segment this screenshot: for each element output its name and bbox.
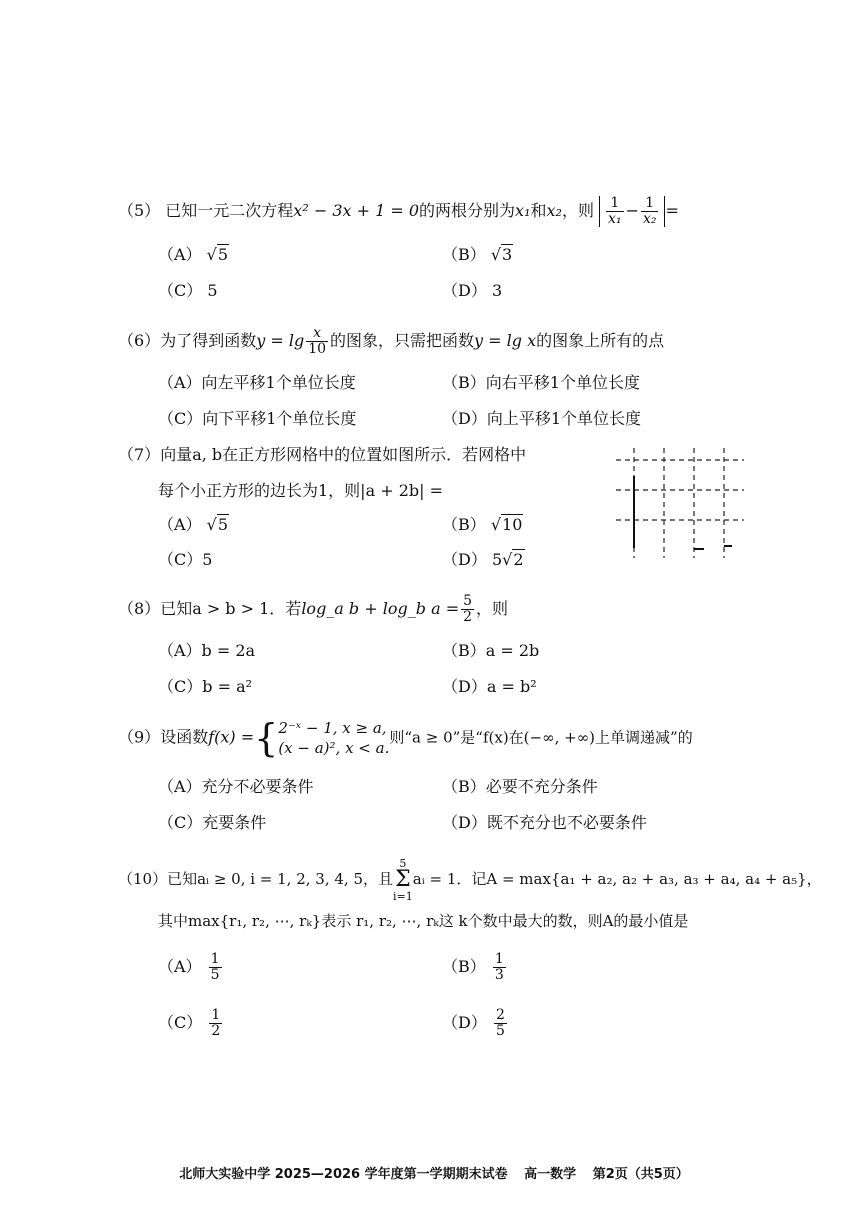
- q10-option-c: （C） $\frac{1}{2}$: [158, 1007, 221, 1039]
- q8-expression: log_a b + log_b a =: [301, 599, 460, 618]
- q10-text1: 已知aᵢ ≥ 0, i = 1, 2, 3, 4, 5，且: [167, 870, 394, 888]
- q6-option-a: （A）向左平移1个单位长度: [158, 373, 356, 392]
- q8-text2: ，则: [476, 599, 509, 618]
- q7-grid-figure: [612, 446, 748, 566]
- q9-brace: {: [254, 716, 279, 760]
- q6-text2: 的图象，只需把函数: [330, 331, 475, 350]
- q10-summation: 5 Σ i=1: [393, 857, 413, 903]
- q6-option-d: （D）向上平移1个单位长度: [442, 409, 642, 428]
- q8-option-a: （A）b = 2a: [158, 641, 256, 660]
- question-10: [118, 858, 822, 902]
- question-7: [118, 444, 526, 466]
- q10-option-a: （A） $\frac{1}{5}$: [158, 951, 220, 983]
- q9-number: （9）: [118, 727, 161, 747]
- q5-x1: x₁: [515, 201, 531, 220]
- question-9: [118, 718, 693, 758]
- q6-function-2: y = lg x: [474, 331, 537, 350]
- q7-option-d: （D） 5√2: [442, 550, 524, 569]
- q7-option-c: （C）5: [158, 550, 213, 569]
- q6-fraction: $\frac{x}{10}$: [308, 325, 327, 357]
- q8-option-d: （D）a = b²: [442, 677, 537, 696]
- q8-text1: 已知a > b > 1．若: [160, 599, 302, 618]
- q6-function-1: y = lg: [256, 331, 305, 350]
- q7-option-a: （A） √5: [158, 515, 229, 534]
- question-8: [118, 594, 508, 625]
- q6-number: （6）: [118, 331, 161, 350]
- q10-number: （10）: [118, 870, 168, 888]
- q9-text2: 则“a ≥ 0”是“f(x)在(−∞, +∞)上单调递减”的: [389, 728, 693, 747]
- q5-option-d: （D） 3: [442, 281, 503, 300]
- q6-option-b: （B）向右平移1个单位长度: [442, 373, 640, 392]
- q6-option-c: （C）向下平移1个单位长度: [158, 409, 357, 428]
- page-footer: [0, 1163, 868, 1182]
- q5-then: ，则: [561, 201, 594, 220]
- q5-option-b: （B） √3: [442, 245, 513, 264]
- q7-option-b: （B） √10: [442, 515, 523, 534]
- q5-x2: x₂: [546, 201, 562, 220]
- q10-option-b: （B） $\frac{1}{3}$: [442, 951, 504, 983]
- q9-fx: f(x) =: [208, 727, 255, 747]
- q7-number: （7）: [118, 445, 161, 464]
- q7-line2: 每个小正方形的边长为1，则|a + 2b| =: [158, 481, 443, 500]
- q8-option-c: （C）b = a²: [158, 677, 253, 696]
- q5-abs-expression: $\frac{1}{\text{x₁}}$ − $\frac{1}{\text{x₂}}$: [599, 196, 665, 227]
- q9-cases: 2⁻ˣ − 1, x ≥ a, (x − a)², x < a.: [278, 719, 390, 757]
- q9-option-c: （C）充要条件: [158, 813, 267, 832]
- q6-text3: 的图象上所有的点: [536, 331, 665, 350]
- footer-subject: 高一数学: [524, 1167, 577, 1182]
- q9-option-b: （B）必要不充分条件: [442, 777, 598, 796]
- footer-page-number: 第2页（共5页）: [592, 1167, 689, 1182]
- q5-equals: =: [665, 201, 679, 220]
- q5-option-a: （A） √5: [158, 245, 229, 264]
- q9-text1: 设函数: [160, 727, 209, 747]
- q5-frac-1: $\frac{1}{\text{x₁}}$: [608, 195, 622, 227]
- q6-text1: 为了得到函数: [160, 331, 257, 350]
- question-5: [118, 196, 679, 227]
- q9-option-d: （D）既不充分也不必要条件: [442, 813, 647, 832]
- q7-vectors: [634, 476, 732, 549]
- q5-frac-2: $\frac{1}{\text{x₂}}$: [642, 195, 657, 227]
- q8-number: （8）: [118, 599, 161, 618]
- footer-school: 北师大实验中学 2025—2026 学年度第一学期期末试卷: [179, 1167, 508, 1182]
- q5-text: 已知一元二次方程: [165, 201, 294, 220]
- q5-number: （5）: [118, 201, 161, 220]
- q7-line1: 向量a, b在正方形网格中的位置如图所示．若网格中: [160, 445, 527, 464]
- q8-option-b: （B）a = 2b: [442, 641, 540, 660]
- q10-line2: 其中max{r₁, r₂, ⋯, rₖ}表示 r₁, r₂, ⋯, rₖ这 k个数中最大的数，则A的最小值是: [158, 912, 689, 930]
- q8-fraction: $\frac{5}{2}$: [463, 593, 473, 625]
- question-6: [118, 326, 664, 357]
- q5-option-c: （C） 5: [158, 281, 218, 300]
- q9-option-a: （A）充分不必要条件: [158, 777, 314, 796]
- q10-text2: aᵢ = 1．记A = max{a₁ + a₂, a₂ + a₃, a₃ + a₄, a₄ + a₅}，: [412, 870, 822, 888]
- q5-mid: 的两根分别为: [419, 201, 516, 220]
- q10-option-d: （D） $\frac{2}{5}$: [442, 1007, 505, 1039]
- q5-equation: x² − 3x + 1 = 0: [293, 201, 420, 220]
- q5-and: 和: [530, 201, 547, 220]
